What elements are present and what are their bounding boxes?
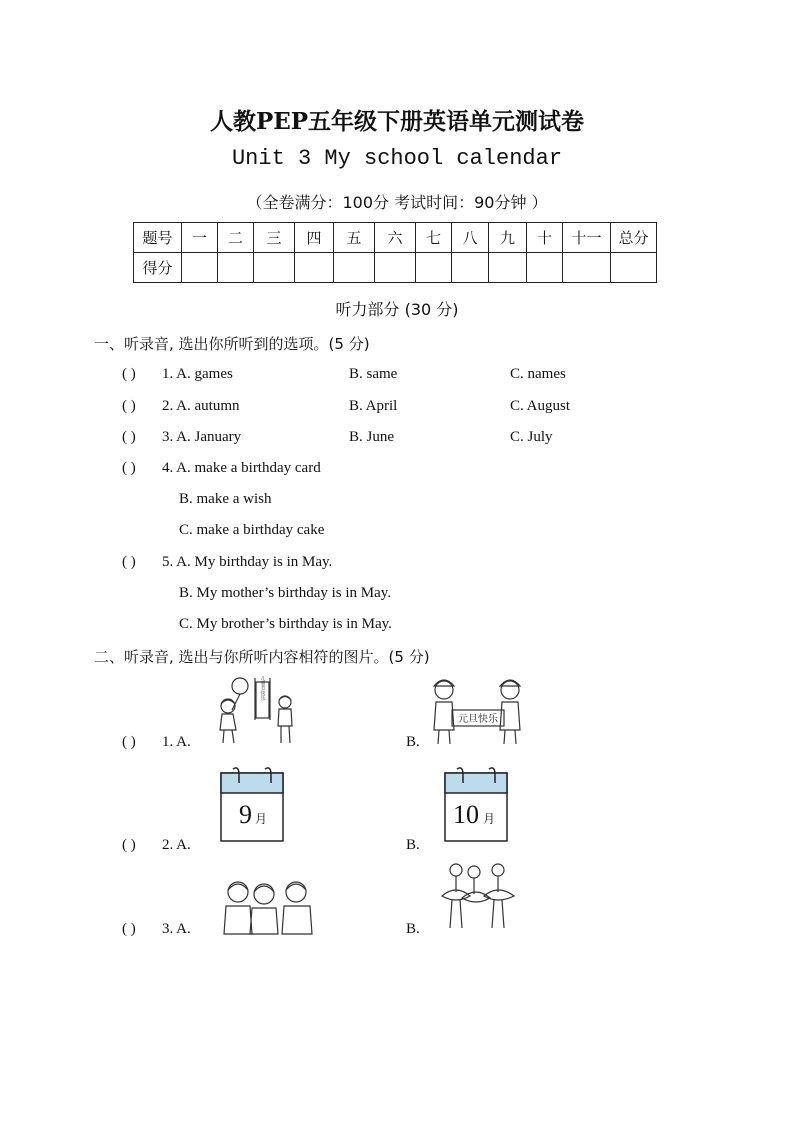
- score-input-cell[interactable]: [563, 253, 611, 283]
- section-title: 听力部分 (30 分): [335, 300, 459, 319]
- score-input-cell[interactable]: [218, 253, 254, 283]
- p2-q1-option-a: 1. A.: [162, 734, 191, 750]
- q1-option-a: 1. A. games: [162, 366, 233, 382]
- p2-q2-option-a: 2. A.: [162, 837, 191, 853]
- answer-blank[interactable]: ( ): [122, 429, 136, 445]
- page-title: 人教PEP五年级下册英语单元测试卷: [209, 108, 585, 135]
- new-year-picture: [428, 674, 528, 746]
- score-input-cell[interactable]: [416, 253, 452, 283]
- calendar-icon: [443, 765, 509, 843]
- score-table-score-row: [134, 253, 657, 283]
- q3-option-b: B. June: [349, 429, 394, 445]
- answer-blank[interactable]: ( ): [122, 366, 136, 382]
- score-input-cell[interactable]: [295, 253, 334, 283]
- childrens-day-picture: [210, 676, 306, 746]
- banner-text: 元旦快乐: [458, 714, 498, 725]
- q4-option-c: C. make a birthday cake: [179, 522, 325, 538]
- q1-option-c: C. names: [510, 366, 566, 382]
- p2-q1-option-b: B.: [406, 734, 420, 750]
- score-table-cell: 二: [218, 223, 254, 253]
- q5-option-c: C. My brother’s birthday is in May.: [179, 616, 392, 632]
- q5-option-a: 5. A. My birthday is in May.: [162, 554, 333, 570]
- q5-option-b: B. My mother’s birthday is in May.: [179, 585, 392, 601]
- score-input-cell[interactable]: [334, 253, 375, 283]
- answer-blank[interactable]: ( ): [122, 460, 136, 476]
- q3-option-c: C. July: [510, 429, 553, 445]
- score-table-header-row: [134, 223, 657, 253]
- q2-option-c: C. August: [510, 398, 571, 414]
- score-table-cell: 九: [489, 223, 527, 253]
- q2-option-a: 2. A. autumn: [162, 398, 240, 414]
- answer-blank[interactable]: ( ): [122, 554, 136, 570]
- score-table-cell: 十: [527, 223, 563, 253]
- score-input-cell[interactable]: [452, 253, 489, 283]
- q3-option-a: 3. A. January: [162, 429, 242, 445]
- score-table-cell: 六: [375, 223, 416, 253]
- score-table-cell: 七: [416, 223, 452, 253]
- score-table: [133, 222, 657, 283]
- score-input-cell[interactable]: [375, 253, 416, 283]
- score-table-cell: 十一: [563, 223, 611, 253]
- score-table-cell: 四: [295, 223, 334, 253]
- score-table-cell: 八: [452, 223, 489, 253]
- score-table-cell: 得分: [134, 253, 182, 283]
- score-table-cell: 题号: [134, 223, 182, 253]
- score-table-cell: 总分: [611, 223, 657, 253]
- score-input-cell[interactable]: [254, 253, 295, 283]
- q2-option-b: B. April: [349, 398, 398, 414]
- answer-blank[interactable]: ( ): [122, 734, 136, 750]
- part2-heading: 二、听录音, 选出与你所听内容相符的图片。(5 分): [94, 648, 430, 666]
- calendar-number: 9: [239, 800, 252, 829]
- calendar-month-unit: 月: [483, 812, 496, 826]
- p2-q2-option-b: B.: [406, 837, 420, 853]
- dancers-picture: [438, 862, 520, 934]
- score-table-cell: 三: [254, 223, 295, 253]
- calendar-icon: [219, 765, 285, 843]
- sign-text: 儿童节快乐: [259, 676, 266, 701]
- score-input-cell[interactable]: [527, 253, 563, 283]
- part1-heading: 一、听录音, 选出你所听到的选项。(5 分): [94, 335, 370, 353]
- p2-q3-option-a: 3. A.: [162, 921, 191, 937]
- score-input-cell[interactable]: [611, 253, 657, 283]
- exam-info: （全卷满分：100分 考试时间：90分钟 ）: [246, 193, 548, 212]
- calendar-number: 10: [453, 800, 479, 829]
- score-table-cell: 一: [182, 223, 218, 253]
- p2-q3-option-b: B.: [406, 921, 420, 937]
- page-subtitle: Unit 3 My school calendar: [231, 146, 563, 171]
- q1-option-b: B. same: [349, 366, 398, 382]
- q4-option-a: 4. A. make a birthday card: [162, 460, 321, 476]
- kids-singing-picture: [220, 876, 320, 936]
- answer-blank[interactable]: ( ): [122, 921, 136, 937]
- score-table-cell: 五: [334, 223, 375, 253]
- calendar-month-unit: 月: [255, 812, 268, 826]
- answer-blank[interactable]: ( ): [122, 837, 136, 853]
- score-input-cell[interactable]: [182, 253, 218, 283]
- answer-blank[interactable]: ( ): [122, 398, 136, 414]
- q4-option-b: B. make a wish: [179, 491, 272, 507]
- score-input-cell[interactable]: [489, 253, 527, 283]
